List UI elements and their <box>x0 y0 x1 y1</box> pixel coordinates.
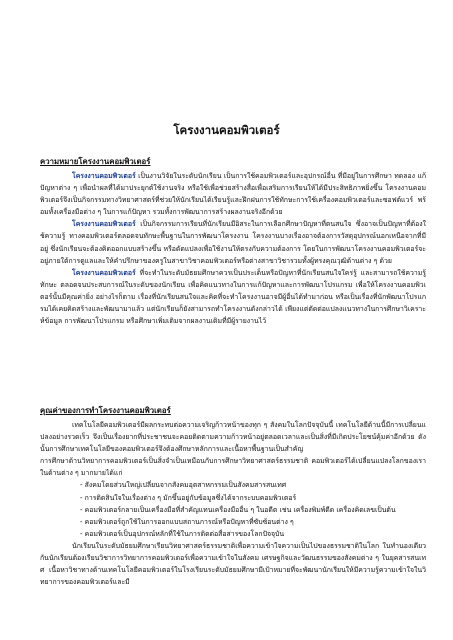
highlight-term: โครงงานคอมพิวเตอร์ <box>72 268 136 277</box>
paragraph: นักเรียนในระดับมัธยมศึกษาเรียนวิทยาศาสตร์ธรรมชาติเพื่อความเข้าใจความเป็นไปของธรรมชาติในโลก ในทำนองเดียวกันนักเรียนต้องเรียนวิชาการวิทยาการคอมพิวเตอร์เพื่อความเข้าใจในสังคม เศรษฐกิจและวัฒนธรรมของสังคมต่าง ๆ ในยุคสารสนเทศ เนื้อหาวิชาทางด้านเทคโนโลยีคอมพิวเตอร์ในโรงเรียนระดับมัธยมศึกษามีเป้าหมายที่จะพัฒนานักเรียนให้มีความรู้ความเข้าใจในวิทยาการของคอมพิวเตอร์และมี <box>40 541 426 587</box>
highlight-term: โครงงานคอมพิวเตอร์ <box>72 172 136 180</box>
page-title: โครงงานคอมพิวเตอร์ <box>173 123 280 137</box>
paragraph-text: ที่จะทำในระดับมัธยมศึกษาควรเป็นประเด็นหรือปัญหาที่นักเรียนสนใจใคร่รู้ และสามารถใช้ความรู้ ทักษะ ตลอดจนประสบการณ์ในระดับของนักเรียน เพื่อคิดแนวทางในการแก้ปัญหาและการพัฒนาโปรแกรม เพื่อให้โครงงานคอมพิวเตอร์นั้นมีคุณค่ายิ่ง อย่างไรก็ตาม เรื่องที่นักเรียนสนใจและคิดที่จะทำโครงงานอาจมีผู้อื่นได้ทำมาก่อน หรือเป็นเรื่องที่นักพัฒนาโปรแกรมได้เคยคิดสร้างและพัฒนามาแล้ว แต่นักเรียนก็ยังสามารถทำโครงงานดังกล่าวได้ เพียงแต่ตัดต่อแปลงแนวทางในการศึกษาวิเคราะห์ข้อมูล การพัฒนาโปรแกรม หรือศึกษาเพิ่มเติมจากผลงานเดิมที่มีผู้รายงานไว้ <box>40 268 426 326</box>
paragraph-text: เป็นกิจกรรมการเรียนที่นักเรียนมีอิสระในการเลือกศึกษาปัญหาที่ตนสนใจ ซึ่งอาจเป็นปัญหาที่ต้องใช้ความรู้ ทางคอมพิวเตอร์ตลอดจนทักษะพื้นฐานในการพัฒนาโครงงาน โครงงานบางเรื่องอาจต้องการวัสดุอุปกรณ์นอกเหนือจากที่มีอยู่ ซึ่งนักเรียนจะต้องคิดออกแบบสร้างขึ้น หรือดัดแปลงเพื่อใช้งานให้ตรงกับความต้องการ โดยในการพัฒนาโครงงานคอมพิวเตอร์จะอยู่ภายใต้การดูแลและให้คำปรึกษาของครูในสาขาวิชาคอมพิวเตอร์หรือต่างสาขาวิชารวมทั้งผู้ทรงคุณวุฒิด้านต่าง ๆ ด้วย <box>40 220 426 265</box>
list-item: - คอมพิวเตอร์ถูกใช้ในการออกแบบสถานการณ์หรือปัญหาที่ซับซ้อนต่าง ๆ <box>80 517 294 526</box>
paragraph: เทคโนโลยีคอมพิวเตอร์มีผลกระทบต่อความเจริญก้าวหน้าของทุก ๆ สังคมในโลกปัจจุบันนี้ เทคโนโลยีด้านนี้มีการเปลี่ยนแปลงอย่างรวดเร็ว จึงเป็นเรื่องยากที่ประชาชนจะคอยติดตามความก้าวหน้าอยู่ตลอดเวลาและเป็นสิ่งที่มีเกิดประโยชน์คุ้มค่าอีกด้วย ดังนั้นการศึกษาเทคโนโลยีของคอมพิวเตอร์จึงต้องศึกษาหลักการและเนื้อหาพื้นฐานเป็นสำคัญ <box>40 421 426 454</box>
paragraph: การศึกษาด้านวิทยาการคอมพิวเตอร์เป็นสิ่งจำเป็นเหมือนกับการศึกษาวิทยาศาสตร์ธรรมชาติ คอมพิวเตอร์ได้เปลี่ยนแปลงโลกของเราในด้านต่าง ๆ มากมายได้แก่ <box>40 457 426 478</box>
paragraph <box>40 218 426 266</box>
paragraph <box>40 170 426 218</box>
section-heading: คุณค่าของการทำโครงงานคอมพิวเตอร์ <box>40 406 171 415</box>
section-heading: ความหมายโครงงานคอมพิวเตอร์ <box>40 157 151 166</box>
list-item: - สังคมโดยส่วนใหญ่เปลี่ยนจากสังคมอุตสาหกรรมเป็นสังคมสารสนเทศ <box>80 481 287 490</box>
paragraph-text: เป็นงานวิจัยในระดับนักเรียน เป็นการใช้คอมพิวเตอร์และอุปกรณ์อื่น ที่มีอยู่ในการศึกษา ทดลอง แก้ปัญหาต่าง ๆ เพื่อนำผลที่ได้มาประยุกต์ใช้งานจริง หรือใช้เพื่อช่วยสร้างสื่อเพื่อเสริมการเรียนให้ได้มีประสิทธิภาพยิ่งขึ้น โครงงานคอมพิวเตอร์จึงเป็นกิจกรรมทางวิทยาศาสตร์ที่ช่วยให้นักเรียนได้เรียนรู้และฝึกฝนการใช้ทักษะการใช้เครื่องคอมพิวเตอร์และซอฟต์แวร์ พร้อมทั้งเครื่องมือต่าง ๆ ในการแก้ปัญหา รวมทั้งการพัฒนาการสร้างผลงานจริงอีกด้วย <box>40 172 426 217</box>
list-item: - คอมพิวเตอร์เป็นอุปกรณ์หลักที่ใช้ในการติดต่อสื่อสารของโลกปัจจุบัน <box>80 529 285 538</box>
list-item: - การติดสินใจในเรื่องต่าง ๆ มักขึ้นอยู่กับข้อมูลซึ่งได้จากระบบคอมพิวเตอร์ <box>80 493 297 502</box>
highlight-term: โครงงานคอมพิวเตอร์ <box>72 220 136 229</box>
section-definition <box>40 156 426 327</box>
list-item: - คอมพิวเตอร์กลายเป็นเครื่องมือที่สำคัญแทนเครื่องมืออื่น ๆ ในอดีต เช่น เครื่องพิมพ์ดีด เครื่องคิดเลขเป็นต้น <box>80 505 396 514</box>
paragraph <box>40 267 426 327</box>
section-value <box>40 405 426 588</box>
